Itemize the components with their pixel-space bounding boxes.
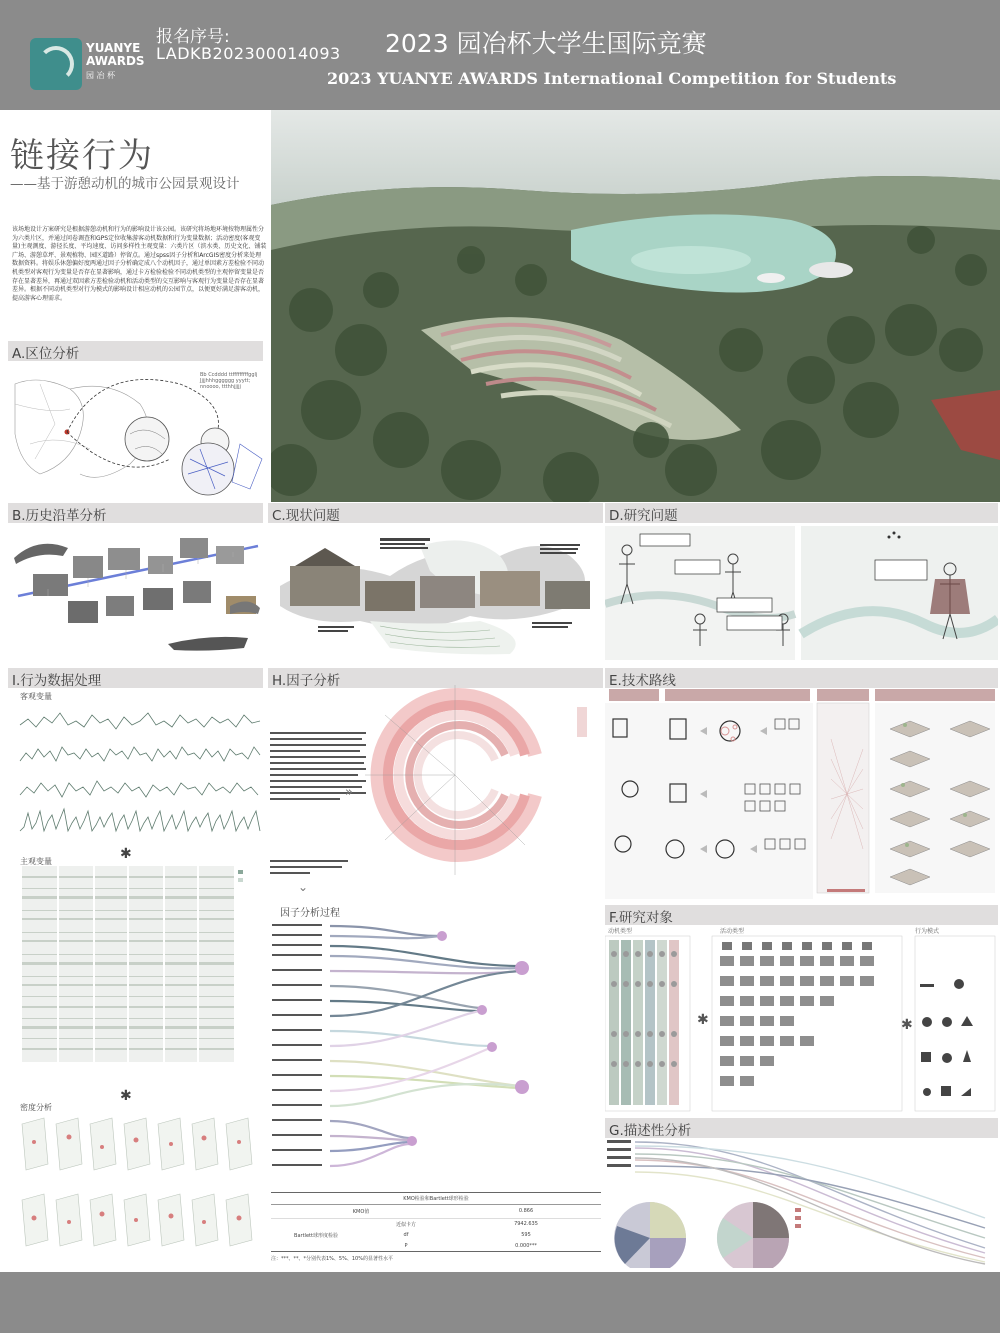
section-g-title: G.描述性分析 [609,1123,692,1139]
section-a-bar [8,341,263,361]
objective-variable-charts [18,703,263,843]
svg-text:✱: ✱ [901,1017,913,1033]
kmo-value: 0.866 [518,1208,534,1214]
heatmap-legend-swatches [238,866,256,890]
motivation-type-label: 动机类型 [608,928,633,935]
section-e-title: E.技术路线 [609,673,676,689]
section-b-bar [8,503,263,523]
kmo-label: KMO值 [352,1209,370,1215]
heatmap-legend [238,866,256,890]
tech-route [605,689,998,899]
factor-text-lines [270,732,370,812]
factor-analysis-text [270,732,370,812]
logo-text [86,42,145,68]
p-row [271,1241,601,1252]
p-label: P [404,1243,408,1249]
location-note: Bb Ccdddd ttfffffffffgglj Jjjjhhhgggggg yyytt; nnoooo, ttthhjjjjj [200,372,258,390]
kmo-row [271,1205,601,1219]
poster-title: 链接行为 [10,136,154,176]
factor-sankey-graphic [270,916,600,1181]
chevron-right-icon: » [345,785,353,800]
research-questions-graphic [605,524,998,664]
activity-type-label: 活动类型 [720,928,745,935]
poster-footer [0,1272,1000,1333]
logo-line2: AWARDS [86,54,145,68]
history-timeline-graphic [8,526,266,656]
section-a-title: A.区位分析 [12,346,80,362]
regno: LADKB202300014093 [156,44,341,63]
intro-paragraph: 该场地设计方案研究是根据游憩动机和行为的影响设计该公园。该研究将场地环境按物理属性分为六类片区，并通过问卷调查和GPS定位收集游客动机数据和行为变量数据；活动密度(客观变量)主观测度、游径长度、平均速度、访问多样性主观变量：六类片区（滨水类、历史文化、铺装广场、游憩草坪、景观植物、园区道路）停留点。通过spss因子分析和ArcGIS密度分析来处理数据资料。将娱乐休憩偏好度两通过因子分析确定成八个动机因子，通过单因素方差检验不同动机类型对客观行为变量是否存在显著影响，通过卡方检验检验不同动机类型的主观停留变量是否存在显著差异，再通过双因素方差检验动机和活动类型的交互影响与客观行为变量是否存在显著差异。根据不同动机类型对行为模式的影响设计相应动机的公园节点，以便更好满足游客动机，提高游客心理需求。 [12,226,267,302]
factor-process-label: 因子分析过程 [280,908,340,919]
p-value: 0.000*** [515,1243,537,1249]
location-map [10,364,265,499]
factor-summary-lines [270,860,350,878]
chi-label: 近似卡方 [395,1222,416,1228]
status-problems [270,526,602,658]
subjective-variable-label: 主观变量 [20,857,52,866]
behavior-mode-label: 行为模式 [915,928,940,935]
descriptive-analysis-graphic [605,1138,998,1268]
logo-line1: YUANYE [86,41,141,55]
section-c-title: C.现状问题 [272,508,340,524]
subjective-heatmap [22,866,234,1062]
competition-title-en: 2023 YUANYE AWARDS International Competition for Students [327,69,897,88]
aerial-render [271,110,1000,502]
factor-radial-heatmap [365,685,605,885]
swirl-icon [38,46,74,82]
objective-variable-label: 客观变量 [20,692,52,701]
factor-sankey [270,916,600,1181]
subjective-stripe-chart [22,866,234,1062]
chevron-down-icon: ⌄ [298,880,309,894]
kmo-table-title: KMO检验和Bartlett球形检验 [271,1192,601,1205]
asterisk-icon: ✱ [120,846,132,862]
df-value: 595 [521,1232,531,1238]
factor-summary-text [270,860,350,878]
kmo-note: 注：***、**、*分别代表1%、5%、10%的显著性水平 [271,1256,393,1262]
section-c-bar [268,503,603,523]
section-i-title: I.行为数据处理 [12,673,102,689]
objective-line-charts [18,703,263,843]
regno-label: 报名序号: [156,27,230,47]
section-f-bar [605,905,998,925]
status-problems-graphic [270,526,602,658]
section-i-bar [8,668,263,688]
section-g-bar [605,1118,998,1138]
density-analysis-label: 密度分析 [20,1103,52,1112]
kmo-table [271,1192,601,1272]
section-f-title: F.研究对象 [609,910,673,926]
poster-header [0,0,1000,110]
poster-subtitle: ——基于游憩动机的城市公园景观设计 [10,176,240,192]
section-b-title: B.历史沿革分析 [12,508,107,524]
df-label: df [403,1232,409,1238]
yuanye-logo [30,38,82,90]
section-h-title: H.因子分析 [272,673,341,689]
factor-radial-chart [365,685,605,885]
logo-cn: 园 冶 杯 [86,71,116,80]
tech-route-graphic [605,689,998,899]
bartlett-label: Bartlett球形度检验 [294,1233,338,1239]
aerial-render-image [271,110,1000,502]
section-d-bar [605,503,998,523]
section-d-title: D.研究问题 [609,508,678,524]
density-maps [14,1112,268,1262]
research-object [605,934,998,1114]
df-row [271,1230,601,1241]
chi-row [271,1219,601,1230]
asterisk-icon: ✱ [120,1088,132,1104]
svg-text:✱: ✱ [697,1012,709,1028]
competition-title-cn: 2023 园冶杯大学生国际竞赛 [385,29,707,58]
research-object-graphic [605,934,998,1114]
research-questions [605,524,998,664]
chi-value: 7942.635 [514,1221,538,1227]
density-map-grid [14,1112,268,1262]
history-timeline [8,526,266,656]
descriptive-analysis [605,1138,998,1268]
section-e-bar [605,668,998,688]
